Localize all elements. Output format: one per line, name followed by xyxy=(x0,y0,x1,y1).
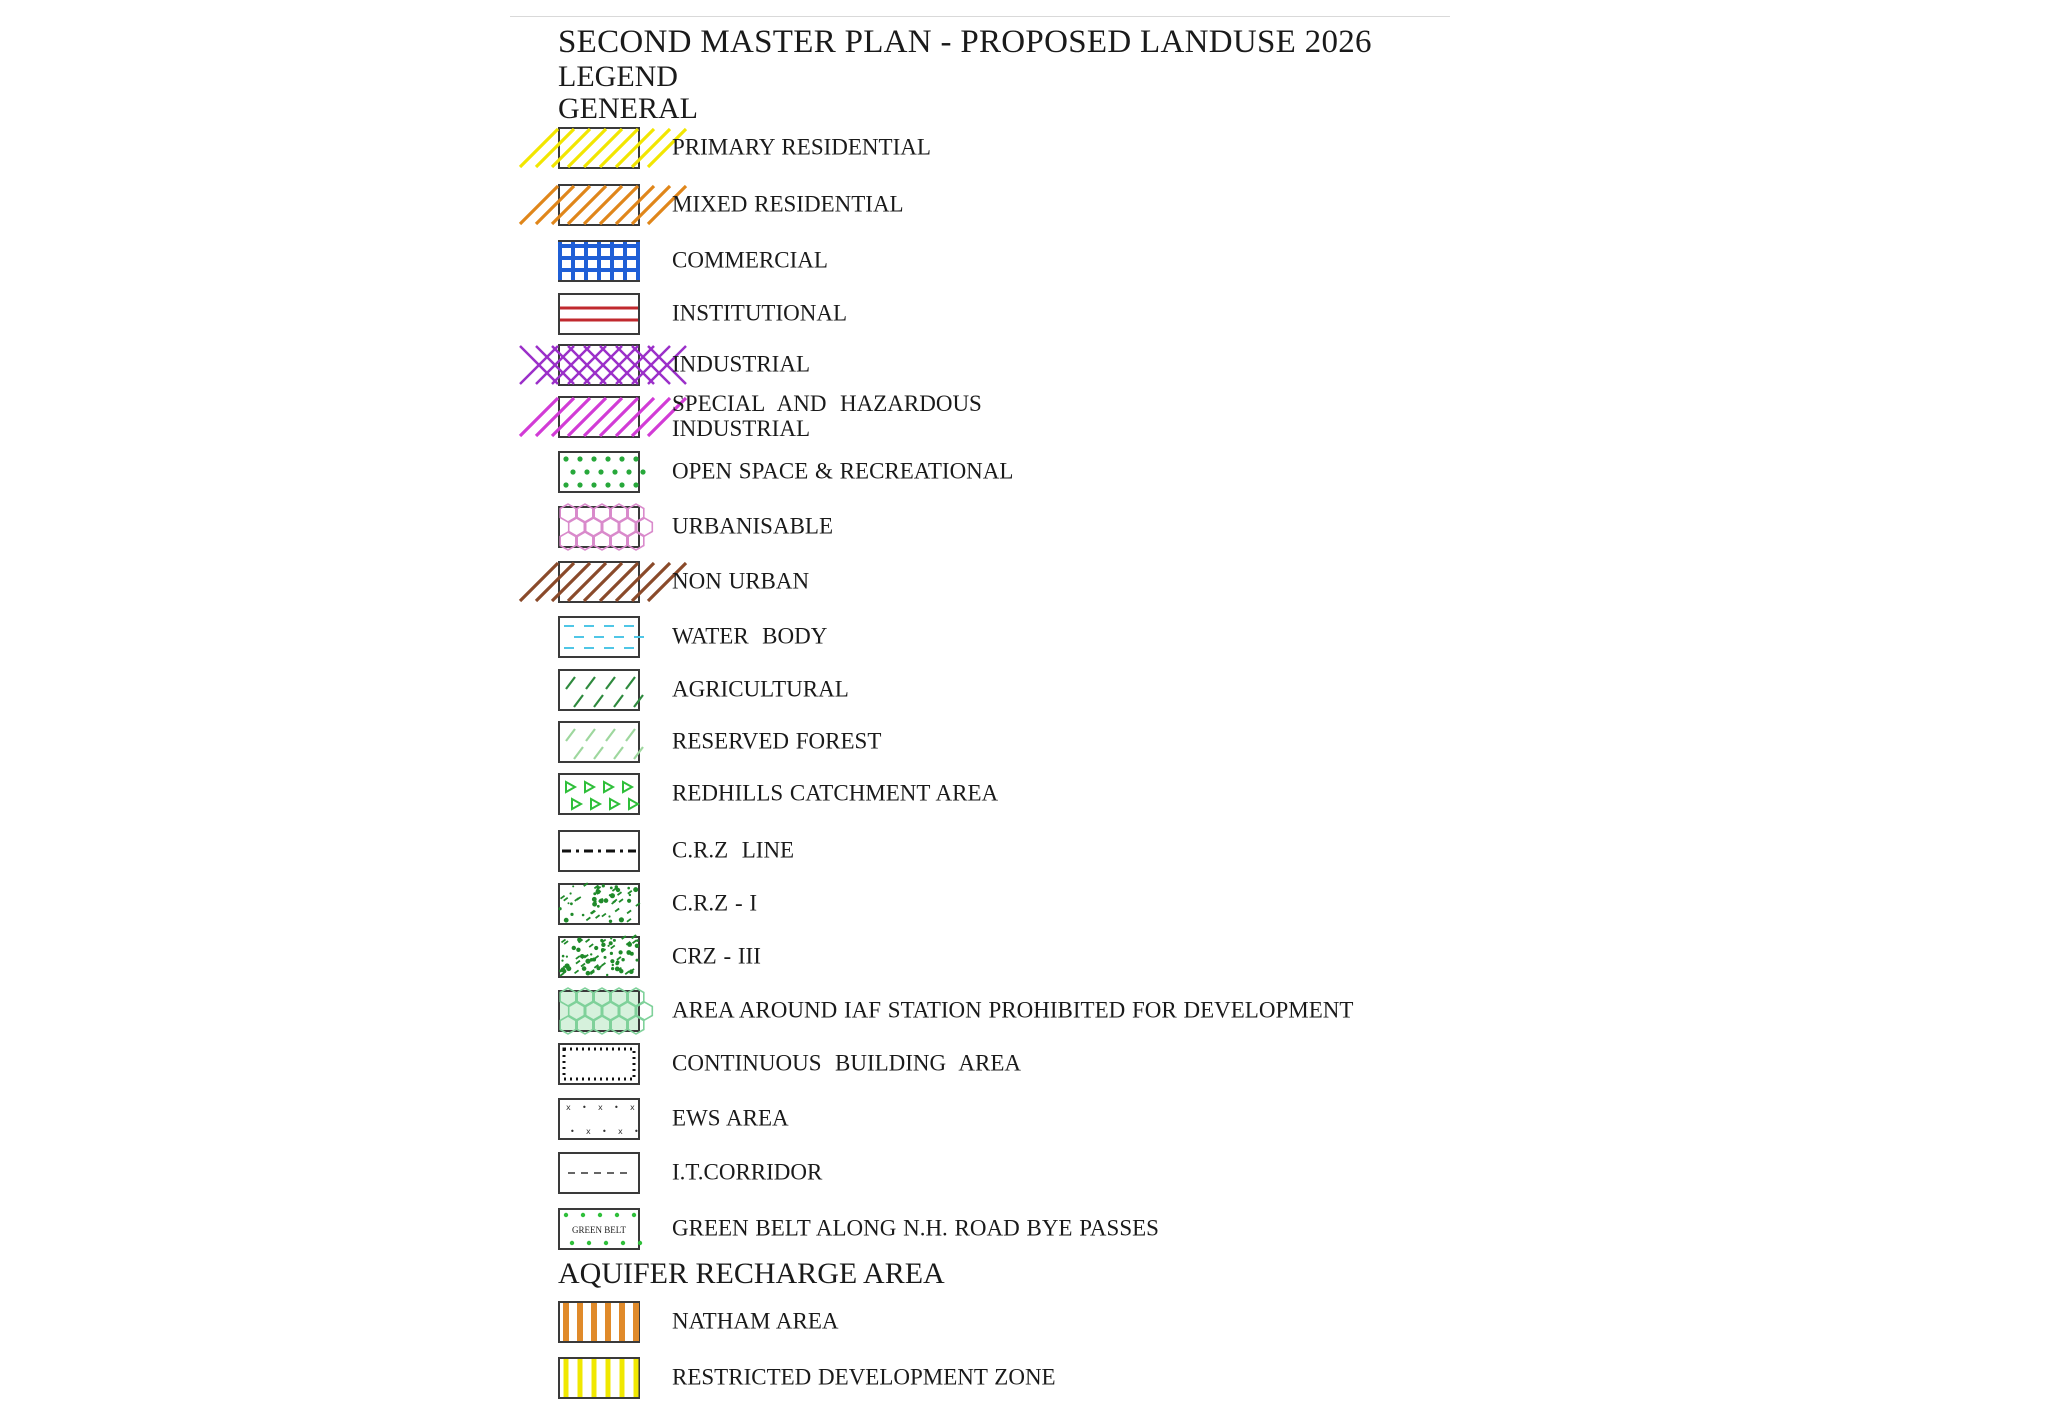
legend-swatch-ews-area xyxy=(558,1098,640,1140)
legend-label: EWS AREA xyxy=(672,1105,789,1131)
legend-item-industrial xyxy=(558,344,1458,386)
legend-item-water-body xyxy=(558,616,1458,658)
legend-swatch-agricultural xyxy=(558,669,640,711)
legend-swatch-c-r-z-i xyxy=(558,883,640,925)
legend-swatch-reserved-forest xyxy=(558,721,640,763)
legend-label: INSTITUTIONAL xyxy=(672,300,848,326)
svg-text:x: x xyxy=(630,1103,635,1112)
section-general-heading: GENERAL xyxy=(558,92,698,125)
legend-swatch-industrial xyxy=(558,344,640,386)
legend-swatch-green-belt-along-n-h-road-bye-passes xyxy=(558,1208,640,1250)
svg-text:x: x xyxy=(586,1127,591,1136)
legend-item-i-t-corridor xyxy=(558,1152,1458,1194)
svg-text:•: • xyxy=(582,1103,587,1112)
legend-item-urbanisable xyxy=(558,506,1458,548)
legend-label: C.R.Z LINE xyxy=(672,837,795,863)
svg-text:x: x xyxy=(566,1103,571,1112)
legend-swatch-primary-residential xyxy=(558,127,640,169)
legend-label: OPEN SPACE & RECREATIONAL xyxy=(672,458,1014,484)
legend-swatch-i-t-corridor xyxy=(558,1152,640,1194)
legend-label: NON URBAN xyxy=(672,568,810,594)
legend-item-c-r-z-line xyxy=(558,830,1458,872)
legend-item-special-and-hazardous-industrial xyxy=(558,391,1458,441)
legend-item-open-space-recreational xyxy=(558,451,1458,493)
legend-swatch-water-body xyxy=(558,616,640,658)
legend-label: REDHILLS CATCHMENT AREA xyxy=(672,780,999,806)
legend-label: WATER BODY xyxy=(672,623,828,649)
legend-swatch-redhills-catchment-area xyxy=(558,773,640,815)
legend-label: CONTINUOUS BUILDING AREA xyxy=(672,1050,1021,1076)
legend-item-crz-iii xyxy=(558,936,1458,978)
legend-item-continuous-building-area xyxy=(558,1043,1458,1085)
legend-label: AGRICULTURAL xyxy=(672,676,849,702)
svg-text:•: • xyxy=(602,1127,607,1136)
legend-item-agricultural xyxy=(558,669,1458,711)
legend-label: URBANISABLE xyxy=(672,513,834,539)
svg-text:•: • xyxy=(634,1127,639,1136)
legend-label: NATHAM AREA xyxy=(672,1308,839,1334)
legend-item-reserved-forest xyxy=(558,721,1458,763)
legend-label: GREEN BELT ALONG N.H. ROAD BYE PASSES xyxy=(672,1215,1159,1241)
section-aquifer-heading: AQUIFER RECHARGE AREA xyxy=(558,1257,945,1290)
legend-swatch-urbanisable xyxy=(558,506,640,548)
legend-item-c-r-z-i xyxy=(558,883,1458,925)
legend-swatch-commercial xyxy=(558,240,640,282)
legend-item-commercial xyxy=(558,240,1458,282)
legend-item-primary-residential xyxy=(558,127,1458,169)
svg-text:x: x xyxy=(598,1103,603,1112)
svg-text:GREEN BELT: GREEN BELT xyxy=(572,1225,626,1235)
legend-item-ews-area xyxy=(558,1098,1458,1140)
legend-label: I.T.CORRIDOR xyxy=(672,1159,823,1185)
svg-text:x: x xyxy=(618,1127,623,1136)
legend-swatch-special-and-hazardous-industrial xyxy=(558,396,640,438)
legend-label: COMMERCIAL xyxy=(672,247,828,273)
legend-swatch-crz-iii xyxy=(558,936,640,978)
legend-item-restricted-development-zone xyxy=(558,1357,1458,1399)
legend-item-institutional xyxy=(558,293,1458,335)
legend-label: PRIMARY RESIDENTIAL xyxy=(672,134,931,160)
legend-swatch-mixed-residential xyxy=(558,184,640,226)
legend-swatch-restricted-development-zone xyxy=(558,1357,640,1399)
legend-swatch-institutional xyxy=(558,293,640,335)
legend-label: RESTRICTED DEVELOPMENT ZONE xyxy=(672,1364,1056,1390)
legend-item-natham-area xyxy=(558,1301,1458,1343)
legend-subtitle: LEGEND xyxy=(558,60,678,93)
legend-item-mixed-residential xyxy=(558,184,1458,226)
legend-label: SPECIAL AND HAZARDOUS INDUSTRIAL xyxy=(672,391,982,441)
legend-swatch-open-space-recreational xyxy=(558,451,640,493)
legend-item-redhills-catchment-area xyxy=(558,773,1458,815)
legend-item-non-urban xyxy=(558,561,1458,603)
legend-swatch-continuous-building-area xyxy=(558,1043,640,1085)
legend-label: INDUSTRIAL xyxy=(672,351,810,377)
legend-label: RESERVED FOREST xyxy=(672,728,882,754)
legend-item-area-around-iaf-station-prohibited-for-development xyxy=(558,990,1458,1032)
legend-item-green-belt-along-n-h-road-bye-passes xyxy=(558,1208,1458,1250)
legend-swatch-c-r-z-line xyxy=(558,830,640,872)
svg-text:•: • xyxy=(570,1127,575,1136)
legend-swatch-natham-area xyxy=(558,1301,640,1343)
legend-title: SECOND MASTER PLAN - PROPOSED LANDUSE 2026 xyxy=(558,24,1372,60)
top-rule xyxy=(510,16,1450,17)
legend-label: AREA AROUND IAF STATION PROHIBITED FOR DEVELOPMENT xyxy=(672,997,1354,1023)
legend-swatch-area-around-iaf-station-prohibited-for-development xyxy=(558,990,640,1032)
svg-text:•: • xyxy=(614,1103,619,1112)
legend-label: MIXED RESIDENTIAL xyxy=(672,191,904,217)
legend-swatch-non-urban xyxy=(558,561,640,603)
legend-label: C.R.Z - I xyxy=(672,890,758,916)
legend-label: CRZ - III xyxy=(672,943,761,969)
